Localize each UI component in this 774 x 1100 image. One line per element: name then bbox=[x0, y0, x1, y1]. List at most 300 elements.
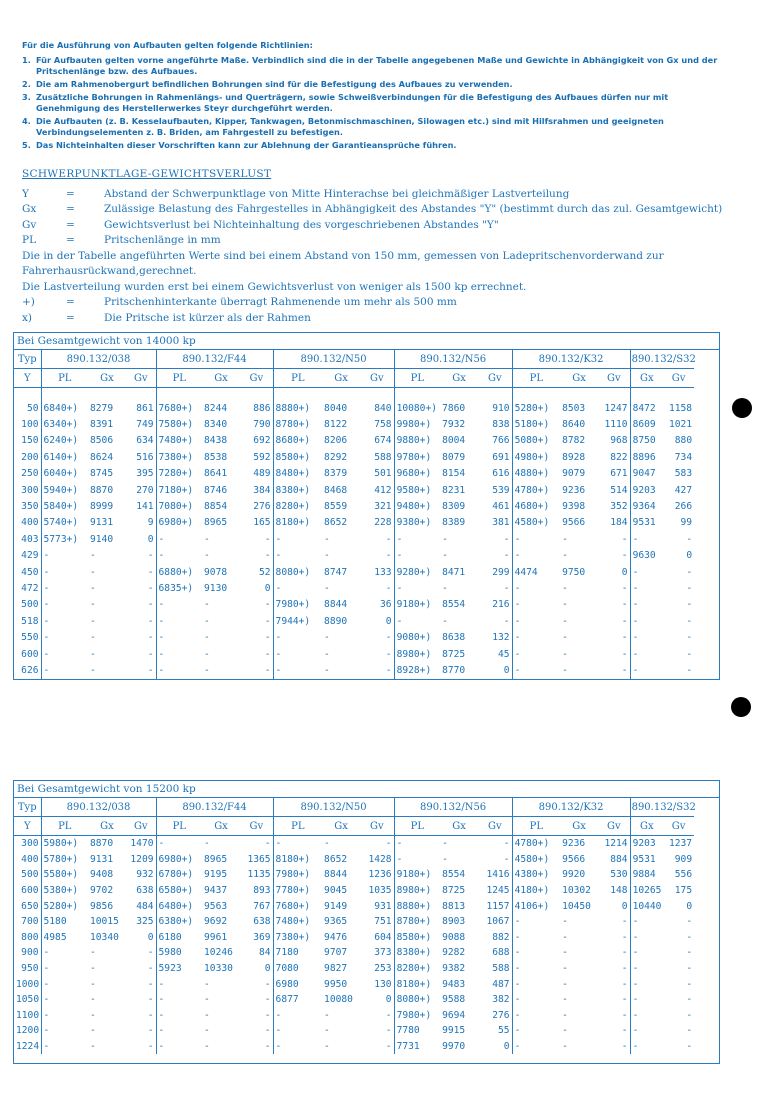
pl-cell: 7944+) bbox=[275, 615, 311, 627]
gv-cell: - bbox=[126, 597, 156, 613]
pl-cell: 4780+) bbox=[514, 484, 550, 496]
pl-cell: - bbox=[275, 838, 282, 850]
y-value-cell: 700 bbox=[14, 914, 41, 930]
pl-cell: 8980+) bbox=[396, 648, 432, 660]
gv-cell: 539 bbox=[478, 482, 512, 498]
pl-cell: 8280+) bbox=[396, 963, 432, 975]
subcolumn-header: Gx bbox=[630, 369, 663, 388]
gx-cell: - bbox=[90, 978, 96, 990]
pl-cell: 7380+) bbox=[275, 931, 311, 943]
pl-cell: 7280+) bbox=[158, 468, 194, 480]
gx-cell: - bbox=[90, 582, 96, 594]
gv-cell: 583 bbox=[674, 468, 693, 480]
gx-cell: - bbox=[562, 550, 568, 562]
gx-cell: 8391 bbox=[90, 419, 114, 431]
pl-cell: - bbox=[43, 994, 50, 1006]
y-header: Y bbox=[14, 817, 41, 836]
pl-cell: 8580+) bbox=[396, 931, 432, 943]
pl-cell: 7980+) bbox=[396, 1009, 432, 1021]
subcolumn-header: Gx bbox=[202, 817, 240, 836]
gx-cell: - bbox=[90, 615, 96, 627]
gx-cell: - bbox=[204, 994, 210, 1006]
gx-cell: 9437 bbox=[204, 885, 228, 897]
pl-cell: 8928+) bbox=[396, 664, 432, 676]
pl-cell: 6580+) bbox=[158, 885, 194, 897]
y-value-cell: 900 bbox=[14, 945, 41, 961]
definition-equals: = bbox=[66, 311, 75, 324]
gx-cell: 9079 bbox=[562, 468, 586, 480]
gv-cell: - bbox=[598, 629, 630, 645]
table-row bbox=[14, 646, 694, 662]
header-row-subcolumns bbox=[14, 817, 694, 836]
gx-cell: 9566 bbox=[562, 853, 586, 865]
pl-cell: 5280+) bbox=[43, 900, 79, 912]
gv-cell: 0 bbox=[126, 531, 156, 547]
gx-cell: - bbox=[442, 550, 448, 562]
gx-cell: - bbox=[90, 664, 96, 676]
guideline-item bbox=[22, 79, 722, 90]
note-paragraph-distribution: Die Lastverteilung wurden erst bei einem Gewichtsverlust von weniger als 1500 kp errechnet. bbox=[22, 280, 527, 293]
gv-cell: 276 bbox=[240, 498, 273, 514]
subcolumn-header: PL bbox=[41, 369, 88, 388]
gx-cell: 9694 bbox=[442, 1009, 466, 1021]
gv-cell: 674 bbox=[360, 433, 394, 449]
gx-cell: 8903 bbox=[442, 916, 466, 928]
definition-row bbox=[22, 202, 742, 218]
guideline-item bbox=[22, 140, 722, 151]
gv-cell: - bbox=[686, 566, 693, 578]
gx-cell: - bbox=[204, 838, 210, 850]
pl-cell: - bbox=[514, 916, 521, 928]
gx-cell: 8468 bbox=[324, 484, 348, 496]
gx-cell: 9750 bbox=[562, 566, 586, 578]
table-row bbox=[14, 515, 694, 531]
gx-cell: 8231 bbox=[442, 484, 466, 496]
gv-cell: 968 bbox=[598, 433, 630, 449]
gv-cell: 588 bbox=[478, 961, 512, 977]
y-value-cell: 1000 bbox=[14, 976, 41, 992]
pl-cell: - bbox=[514, 550, 521, 562]
gx-cell: 8854 bbox=[204, 501, 228, 513]
guideline-item bbox=[22, 55, 722, 77]
table-row bbox=[14, 852, 694, 868]
table-row bbox=[14, 1023, 694, 1039]
pl-cell: 7780+) bbox=[275, 885, 311, 897]
pl-cell: 4780+) bbox=[514, 838, 550, 850]
gx-cell: 8292 bbox=[324, 451, 348, 463]
gx-cell: - bbox=[204, 664, 210, 676]
gx-cell: 9531 bbox=[632, 517, 656, 529]
gx-cell: - bbox=[632, 648, 639, 660]
gv-cell: 1067 bbox=[478, 914, 512, 930]
table-row bbox=[14, 898, 694, 914]
pl-cell: 9280+) bbox=[396, 566, 432, 578]
gx-cell: 10330 bbox=[204, 963, 233, 975]
gv-cell: - bbox=[686, 978, 693, 990]
y-value-cell: 50 bbox=[14, 400, 41, 416]
gv-cell: - bbox=[126, 613, 156, 629]
gx-cell: - bbox=[90, 1009, 96, 1021]
pl-cell: 8280+) bbox=[275, 501, 311, 513]
gx-cell: - bbox=[562, 978, 568, 990]
pl-cell: 5080+) bbox=[514, 435, 550, 447]
pl-cell: - bbox=[275, 1025, 282, 1037]
definition-text: Die Pritsche ist kürzer als der Rahmen bbox=[104, 311, 311, 324]
gx-cell: 8844 bbox=[324, 599, 348, 611]
y-value-cell: 500 bbox=[14, 867, 41, 883]
gx-cell: 8554 bbox=[442, 599, 466, 611]
gv-cell: - bbox=[360, 646, 394, 662]
gv-cell: 758 bbox=[360, 416, 394, 432]
gv-cell: 184 bbox=[598, 515, 630, 531]
table-row bbox=[14, 498, 694, 514]
gx-cell: 9131 bbox=[90, 853, 114, 865]
gv-cell: 84 bbox=[240, 945, 273, 961]
gv-cell: - bbox=[240, 597, 273, 613]
guideline-number: 3. bbox=[22, 92, 31, 102]
gx-cell: 8782 bbox=[562, 435, 586, 447]
y-value-cell: 600 bbox=[14, 646, 41, 662]
gv-cell: 884 bbox=[598, 852, 630, 868]
gx-cell: 8079 bbox=[442, 451, 466, 463]
gx-cell: 9203 bbox=[632, 838, 656, 850]
gv-cell: 55 bbox=[478, 1023, 512, 1039]
gv-cell: - bbox=[360, 836, 394, 852]
gx-cell: 9149 bbox=[324, 900, 348, 912]
gv-cell: - bbox=[126, 1039, 156, 1055]
gx-cell: 8896 bbox=[632, 451, 656, 463]
gv-cell: 412 bbox=[360, 482, 394, 498]
gx-cell: 9047 bbox=[632, 468, 656, 480]
pl-cell: 8780+) bbox=[275, 419, 311, 431]
y-value-cell: 600 bbox=[14, 883, 41, 899]
pl-cell: 5940+) bbox=[43, 484, 79, 496]
pl-cell: 9780+) bbox=[396, 451, 432, 463]
gv-cell: - bbox=[686, 582, 693, 594]
pl-cell: - bbox=[43, 566, 50, 578]
definition-equals: = bbox=[66, 187, 75, 200]
pl-cell: - bbox=[158, 664, 165, 676]
y-value-cell: 800 bbox=[14, 930, 41, 946]
gx-cell: 9920 bbox=[562, 869, 586, 881]
gx-cell: 9382 bbox=[442, 963, 466, 975]
gv-cell: 893 bbox=[240, 883, 273, 899]
gv-cell: - bbox=[598, 930, 630, 946]
gx-cell: 8640 bbox=[562, 419, 586, 431]
definition-symbol: x) bbox=[22, 311, 33, 324]
gv-cell: 0 bbox=[126, 930, 156, 946]
gx-cell: 9476 bbox=[324, 931, 348, 943]
gv-cell: 130 bbox=[360, 976, 394, 992]
type-header: 890.132/N50 bbox=[273, 798, 394, 817]
gv-cell: - bbox=[598, 976, 630, 992]
pl-cell: 4474 bbox=[514, 566, 538, 578]
pl-cell: 5180+) bbox=[514, 419, 550, 431]
gx-cell: 8770 bbox=[442, 664, 466, 676]
gv-cell: - bbox=[478, 852, 512, 868]
pl-cell: 8880+) bbox=[396, 900, 432, 912]
gv-cell: 0 bbox=[686, 550, 693, 562]
gx-cell: 8154 bbox=[442, 468, 466, 480]
gx-cell: - bbox=[442, 853, 448, 865]
pl-cell: - bbox=[275, 1041, 282, 1053]
pl-cell: 6980+) bbox=[158, 517, 194, 529]
gx-cell: 9970 bbox=[442, 1041, 466, 1053]
gx-cell: 8554 bbox=[442, 869, 466, 881]
gx-cell: - bbox=[632, 994, 639, 1006]
pl-cell: - bbox=[396, 533, 403, 545]
gx-cell: 10440 bbox=[632, 900, 662, 912]
subcolumn-header: Gx bbox=[88, 817, 126, 836]
gv-cell: - bbox=[126, 1008, 156, 1024]
pl-cell: - bbox=[43, 615, 50, 627]
guideline-text: Zusätzliche Bohrungen in Rahmenlängs- und Querträgern, sowie Schweißverbindungen für die Befestigung des Aufbaues dürfen nur mit Genehmigung des Herstellerwerkes Steyr durchgeführt werden. bbox=[36, 92, 669, 113]
pl-cell: - bbox=[275, 533, 282, 545]
pl-cell: 8380+) bbox=[396, 947, 432, 959]
pl-cell: - bbox=[396, 550, 403, 562]
gv-cell: 395 bbox=[126, 466, 156, 482]
pl-cell: 6140+) bbox=[43, 451, 79, 463]
pl-cell: - bbox=[43, 1025, 50, 1037]
gx-cell: 9195 bbox=[204, 869, 228, 881]
pl-cell: - bbox=[43, 1009, 50, 1021]
gv-cell: 165 bbox=[240, 515, 273, 531]
gx-cell: - bbox=[562, 599, 568, 611]
gv-cell: - bbox=[478, 836, 512, 852]
pl-cell: - bbox=[43, 947, 50, 959]
pl-cell: - bbox=[514, 1041, 521, 1053]
table-row bbox=[14, 961, 694, 977]
pl-cell: 8180+) bbox=[275, 517, 311, 529]
table-row bbox=[14, 531, 694, 547]
typ-header: Typ bbox=[14, 798, 41, 817]
subcolumn-header: PL bbox=[273, 817, 322, 836]
y-value-cell: 300 bbox=[14, 482, 41, 498]
gx-cell: 8747 bbox=[324, 566, 348, 578]
gv-cell: 931 bbox=[360, 898, 394, 914]
pl-cell: 8680+) bbox=[275, 435, 311, 447]
pl-cell: - bbox=[158, 648, 165, 660]
pl-cell: 8480+) bbox=[275, 468, 311, 480]
pl-cell: - bbox=[43, 664, 50, 676]
pl-cell: 4580+) bbox=[514, 517, 550, 529]
pl-cell: 4980+) bbox=[514, 451, 550, 463]
gv-cell: 489 bbox=[240, 466, 273, 482]
gx-cell: 8844 bbox=[324, 869, 348, 881]
gv-cell: 1158 bbox=[668, 402, 693, 414]
guidelines-section bbox=[22, 40, 722, 153]
y-value-cell: 1200 bbox=[14, 1023, 41, 1039]
gx-cell: 9203 bbox=[632, 484, 656, 496]
pl-cell: 8080+) bbox=[396, 994, 432, 1006]
gx-cell: - bbox=[632, 632, 639, 644]
gv-cell: 1365 bbox=[240, 852, 273, 868]
gv-cell: 751 bbox=[360, 914, 394, 930]
definition-symbol: PL bbox=[22, 234, 37, 246]
gv-cell: 487 bbox=[478, 976, 512, 992]
pl-cell: 6340+) bbox=[43, 419, 79, 431]
gx-cell: - bbox=[632, 963, 639, 975]
pl-cell: - bbox=[158, 1025, 165, 1037]
gx-cell: 9950 bbox=[324, 978, 348, 990]
gx-cell: - bbox=[324, 1041, 330, 1053]
gx-cell: - bbox=[90, 1025, 96, 1037]
y-value-cell: 550 bbox=[14, 629, 41, 645]
gx-cell: 10450 bbox=[562, 900, 591, 912]
table-row bbox=[14, 466, 694, 482]
gx-cell: - bbox=[562, 963, 568, 975]
gv-cell: 0 bbox=[240, 580, 273, 596]
gv-cell: - bbox=[598, 580, 630, 596]
gv-cell: 1157 bbox=[478, 898, 512, 914]
gx-cell: - bbox=[632, 916, 639, 928]
gx-cell: - bbox=[324, 1009, 330, 1021]
pl-cell: - bbox=[43, 550, 50, 562]
gx-cell: 8609 bbox=[632, 419, 656, 431]
pl-cell: - bbox=[43, 648, 50, 660]
subcolumn-header: Gv bbox=[663, 817, 694, 836]
pl-cell: 7080+) bbox=[158, 501, 194, 513]
gx-cell: - bbox=[442, 533, 448, 545]
gv-cell: - bbox=[240, 1039, 273, 1055]
gv-cell: 484 bbox=[126, 898, 156, 914]
gv-cell: 588 bbox=[360, 449, 394, 465]
gx-cell: - bbox=[562, 582, 568, 594]
subcolumn-header: Gv bbox=[126, 817, 156, 836]
pl-cell: 4680+) bbox=[514, 501, 550, 513]
gv-cell: 638 bbox=[126, 883, 156, 899]
gv-cell: - bbox=[240, 662, 273, 678]
y-value-cell: 1100 bbox=[14, 1008, 41, 1024]
definition-list bbox=[22, 187, 742, 249]
pl-cell: 6180 bbox=[158, 931, 182, 943]
subcolumn-header: Gv bbox=[598, 369, 630, 388]
gx-cell: 9078 bbox=[204, 566, 228, 578]
pl-cell: 9980+) bbox=[396, 419, 432, 431]
gx-cell: 9398 bbox=[562, 501, 586, 513]
footnote-list bbox=[22, 295, 742, 326]
gv-cell: - bbox=[240, 613, 273, 629]
gx-cell: 8746 bbox=[204, 484, 228, 496]
subcolumn-header: Gx bbox=[88, 369, 126, 388]
gx-cell: 10302 bbox=[562, 885, 591, 897]
gx-cell: - bbox=[90, 947, 96, 959]
pl-cell: 4180+) bbox=[514, 885, 550, 897]
y-value-cell: 400 bbox=[14, 515, 41, 531]
gv-cell: - bbox=[126, 1023, 156, 1039]
table-caption: Bei Gesamtgewicht von 14000 kp bbox=[14, 333, 719, 350]
subcolumn-header: Gv bbox=[478, 369, 512, 388]
subcolumn-header: PL bbox=[156, 369, 202, 388]
table-row bbox=[14, 867, 694, 883]
gv-cell: - bbox=[598, 646, 630, 662]
gv-cell: 822 bbox=[598, 449, 630, 465]
type-header: 890.132/S32 bbox=[630, 350, 694, 369]
gv-cell: 321 bbox=[360, 498, 394, 514]
gv-cell: 0 bbox=[686, 900, 693, 912]
pl-cell: 4985 bbox=[43, 931, 67, 943]
gv-cell: 514 bbox=[598, 482, 630, 498]
pl-cell: - bbox=[514, 994, 521, 1006]
gv-cell: 634 bbox=[126, 433, 156, 449]
gx-cell: 8122 bbox=[324, 419, 348, 431]
gx-cell: - bbox=[204, 1025, 210, 1037]
y-value-cell: 150 bbox=[14, 433, 41, 449]
definition-symbol: Gx bbox=[22, 203, 37, 215]
table-15200kp bbox=[13, 780, 720, 1064]
gv-cell: - bbox=[478, 548, 512, 564]
gx-cell: 9915 bbox=[442, 1025, 466, 1037]
gx-cell: 9236 bbox=[562, 484, 586, 496]
gv-cell: 734 bbox=[674, 451, 693, 463]
gx-cell: 7860 bbox=[442, 402, 466, 414]
pl-cell: 6380+) bbox=[158, 916, 194, 928]
gx-cell: - bbox=[90, 632, 96, 644]
guideline-number: 4. bbox=[22, 116, 31, 126]
guideline-text: Für Aufbauten gelten vorne angeführte Maße. Verbindlich sind die in der Tabelle angegebenen Maße und Gewichte in Abhängigkeit von Gx und der Pritschenlänge bzw. des Aufbaues. bbox=[36, 55, 718, 76]
gx-cell: 9588 bbox=[442, 994, 466, 1006]
gv-cell: 1247 bbox=[598, 400, 630, 416]
y-value-cell: 300 bbox=[14, 836, 41, 852]
y-value-cell: 650 bbox=[14, 898, 41, 914]
gv-cell: 1035 bbox=[360, 883, 394, 899]
gx-cell: 8538 bbox=[204, 451, 228, 463]
gv-cell: 1245 bbox=[478, 883, 512, 899]
pl-cell: 6480+) bbox=[158, 900, 194, 912]
pl-cell: 5780+) bbox=[43, 853, 79, 865]
pl-cell: - bbox=[43, 582, 50, 594]
pl-cell: - bbox=[514, 664, 521, 676]
gv-cell: 352 bbox=[598, 498, 630, 514]
pl-cell: - bbox=[158, 632, 165, 644]
gx-cell: 8750 bbox=[632, 435, 656, 447]
gx-cell: - bbox=[204, 615, 210, 627]
gv-cell: - bbox=[360, 580, 394, 596]
pl-cell: - bbox=[514, 533, 521, 545]
gv-cell: - bbox=[686, 931, 693, 943]
guidelines-heading: Für die Ausführung von Aufbauten gelten folgende Richtlinien: bbox=[22, 40, 313, 50]
gv-cell: 556 bbox=[674, 869, 693, 881]
gx-cell: - bbox=[90, 1041, 96, 1053]
gx-cell: - bbox=[562, 648, 568, 660]
gv-cell: 0 bbox=[598, 898, 630, 914]
guideline-text: Die Aufbauten (z. B. Kesselaufbauten, Kipper, Tankwagen, Betonmischmaschinen, Silowagen etc.) sind mit Hilfsrahmen und geeigneten Verbindungselementen z. B. Briden, am Fahrgestell zu befestigen. bbox=[36, 116, 664, 137]
gv-cell: 132 bbox=[478, 629, 512, 645]
gx-cell: - bbox=[562, 533, 568, 545]
gv-cell: - bbox=[686, 599, 693, 611]
gx-cell: 10015 bbox=[90, 916, 119, 928]
gv-cell: - bbox=[686, 1025, 693, 1037]
definition-symbol: Gv bbox=[22, 218, 37, 231]
type-header: 890.132/N56 bbox=[394, 350, 512, 369]
gx-cell: - bbox=[442, 582, 448, 594]
pl-cell: 8980+) bbox=[396, 885, 432, 897]
pl-cell: 6980+) bbox=[158, 853, 194, 865]
subcolumn-header: Gv bbox=[126, 369, 156, 388]
pl-cell: - bbox=[275, 632, 282, 644]
gv-cell: 36 bbox=[360, 597, 394, 613]
gx-cell: - bbox=[632, 947, 639, 959]
type-header: 890.132/K32 bbox=[512, 798, 630, 817]
gv-cell: - bbox=[598, 613, 630, 629]
table-row bbox=[14, 482, 694, 498]
pl-cell: 9380+) bbox=[396, 517, 432, 529]
gx-cell: 9140 bbox=[90, 533, 114, 545]
gx-cell: - bbox=[442, 838, 448, 850]
gv-cell: - bbox=[126, 580, 156, 596]
gv-cell: 45 bbox=[478, 646, 512, 662]
gv-cell: 1110 bbox=[598, 416, 630, 432]
